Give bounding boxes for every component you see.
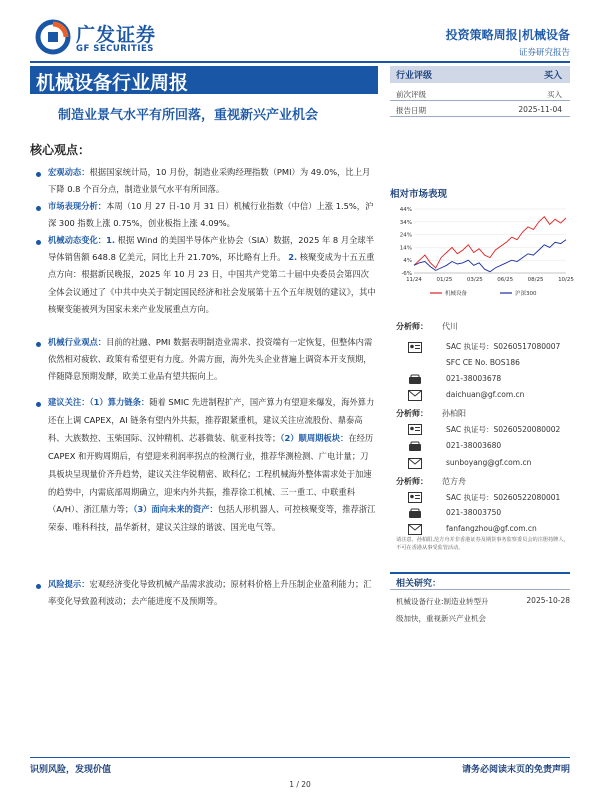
date-divider bbox=[390, 116, 570, 117]
analyst-name: 代川 bbox=[442, 322, 458, 331]
macro-label: 宏观动态： bbox=[48, 167, 90, 177]
id-card-icon bbox=[408, 424, 422, 435]
related-item-title[interactable]: 机械设备行业:制造业转型升 bbox=[396, 597, 489, 606]
chart-x-tick-label: 01/25 bbox=[436, 277, 453, 283]
logo-english-name: GF SECURITIES bbox=[76, 44, 154, 54]
phone-icon bbox=[408, 441, 422, 452]
market-paragraph bbox=[48, 198, 376, 232]
id-card-icon bbox=[408, 492, 422, 503]
dynamics-point1: 根据 Wind 的美国半导体产业协会（SIA）数据，2025 年 8 月全球半导体销售额 648.8 亿美元，同比上升 21.70%，环比略有上升。 bbox=[48, 235, 375, 263]
related-item-title-cont[interactable]: 级加快，重视新兴产业机会 bbox=[396, 614, 486, 623]
analyst-email: sunboyang@gf.com.cn bbox=[446, 458, 532, 467]
chart-y-tick-label: 4% bbox=[403, 258, 412, 265]
chart-y-tick-label: -6% bbox=[401, 271, 412, 277]
related-research-title: 相关研究： bbox=[396, 579, 442, 589]
rating-label: 行业评级 bbox=[396, 71, 433, 81]
chart-x-tick-label: 06/25 bbox=[497, 277, 514, 283]
header-divider bbox=[30, 61, 570, 63]
related-item-date: 2025-10-28 bbox=[526, 596, 570, 605]
analyst-email: daichuan@gf.com.cn bbox=[446, 390, 525, 399]
chart-y-tick-label: 44% bbox=[399, 207, 412, 213]
risk-text: 宏观经济变化导致机械产品需求波动；原材料价格上升压制企业盈利能力；汇率变化导致盈利波动；去产能进度不及预期等。 bbox=[48, 579, 372, 607]
suggestion-paragraph bbox=[48, 394, 376, 537]
chart-x-tick-label: 10/25 bbox=[558, 277, 574, 283]
chart-x-tick-label: 03/25 bbox=[466, 277, 483, 283]
analyst-disclaimer: 请注意，孙柏阳,范方舟并非香港证券及期货事务监察委员会的注册持牌人，不可在香港从事受监管活动。 bbox=[396, 537, 569, 551]
chart-legend-label: 沪深300 bbox=[515, 291, 537, 297]
bullet-icon bbox=[36, 172, 41, 177]
suggestion-3-text: 包括人形机器人、可控核聚变等，推荐浙江荣泰、唯科科技，晶华新材，建议关注绿的谐波、国光电气等。 bbox=[48, 504, 376, 533]
email-icon bbox=[408, 390, 422, 401]
relative-performance-chart bbox=[390, 201, 574, 301]
suggestion-3-label: （3）面向未来的资产： bbox=[133, 504, 218, 515]
view-paragraph bbox=[48, 334, 376, 386]
bullet-icon bbox=[36, 342, 41, 347]
analyst-name: 孙柏阳 bbox=[442, 409, 466, 418]
footer-disclaimer-notice: 请务必阅读末页的免责声明 bbox=[461, 765, 570, 775]
logo-chinese-name: 广发证券 bbox=[76, 24, 157, 46]
bullet-icon bbox=[36, 402, 41, 407]
chart-legend-label: 机械设备 bbox=[445, 291, 468, 297]
chart-y-tick-label: 34% bbox=[399, 219, 412, 226]
analyst-title: 分析师： bbox=[396, 409, 428, 418]
page-subtitle: 制造业景气水平有所回落，重视新兴产业机会 bbox=[58, 108, 319, 123]
view-text: 目前的社融、PMI 数据表明制造业需求、投资端有一定恢复，但整体内需依然相对疲软、政策有希望更有力度。外需方面，海外先头企业普遍上调资本开支预期，伴随降息预期发酵，欧美工业品有望共振向上。 bbox=[48, 337, 373, 382]
page-title: 机械设备行业周报 bbox=[36, 72, 189, 94]
gf-logo-icon bbox=[36, 20, 70, 54]
dynamics-point1-label: 1. bbox=[106, 235, 116, 245]
suggestion-1-text: 随着 SMIC 先进制程扩产，国产算力有望迎来爆发，海外算力还在上调 CAPEX，AI 链条有望内外共振，推荐跟紧重机，建议关注应流股份、鼎泰高科、大族数控、玉柴国际、汉钟精机、芯碁微装、航亚科技等； bbox=[48, 397, 375, 443]
phone-icon bbox=[408, 374, 422, 385]
report-type: 投资策略周报|机械设备 bbox=[445, 28, 570, 42]
analyst-phone: 021-38003680 bbox=[446, 441, 502, 450]
analyst-sac: SAC 执证号：S0260522080001 bbox=[446, 493, 561, 502]
chart-y-tick-label: 14% bbox=[399, 245, 412, 252]
prev-rating-value: 买入 bbox=[547, 90, 562, 99]
bullet-icon bbox=[36, 584, 41, 589]
market-text: 本周（10 月 27 日-10 月 31 日）机械行业指数（中信）上涨 1.5%，沪深 300 指数上涨 0.75%，创业板指上涨 4.09%。 bbox=[48, 201, 374, 229]
dynamics-paragraph bbox=[48, 232, 376, 318]
chart-x-tick-label: 08/25 bbox=[527, 277, 544, 283]
rating-divider bbox=[390, 100, 570, 101]
macro-paragraph bbox=[48, 164, 376, 198]
analyst-title: 分析师： bbox=[396, 477, 428, 486]
analyst-phone: 021-38003750 bbox=[446, 508, 502, 517]
email-icon bbox=[408, 524, 422, 535]
chart-x-tick-label: 11/24 bbox=[406, 277, 422, 283]
report-date-value: 2025-11-04 bbox=[518, 105, 562, 114]
report-date-label: 报告日期 bbox=[396, 106, 426, 115]
suggestion-2-label: （2）顺周期板块： bbox=[280, 432, 349, 443]
report-subtype: 证券研究报告 bbox=[518, 48, 570, 58]
chart-y-tick-label: 24% bbox=[399, 232, 412, 239]
chart-series-line bbox=[414, 240, 566, 272]
bullet-icon bbox=[36, 206, 41, 211]
rating-value: 买入 bbox=[543, 71, 562, 81]
analyst-sac: SAC 执证号：S0260517080007 bbox=[446, 342, 561, 351]
suggestion-1-label: （1）算力链条： bbox=[89, 397, 150, 407]
view-label: 机械行业观点： bbox=[48, 337, 107, 347]
analyst-title: 分析师： bbox=[396, 322, 428, 331]
risk-paragraph bbox=[48, 576, 376, 610]
suggestion-label: 建议关注： bbox=[48, 397, 90, 407]
dynamics-point2: 核聚变成为十五五重点方向：根据新民晚报，2025 年 10 月 23 日，中国共产党第二十届中央委员会第四次全体会议通过了《中共中央关于制定国民经济和社会发展第十五个五年规划的建议》，其中核聚变能被列为国家未来产业发展重点方向。 bbox=[48, 252, 376, 314]
phone-icon bbox=[408, 508, 422, 519]
analyst-name: 范方舟 bbox=[442, 477, 466, 486]
suggestion-2-text: 在经历 CAPEX 和开购周期后，有望迎来利润率拐点的检测行业，推荐华测检测、广电计量；刀具板块呈现量价齐升趋势，建议关注华锐精密、欧科亿；工程机械海外整体需求处于加速的趋势中，内需底部周期确立，迎来内外共振，推荐徐工机械、三一重工、中联重科（A/H）、浙江鼎力等； bbox=[48, 432, 374, 515]
macro-text: 根据国家统计局，10 月份，制造业采购经理指数（PMI）为 49.0%，比上月下降 0.8 个百分点，制造业景气水平有所回落。 bbox=[48, 167, 371, 195]
bullet-icon bbox=[36, 240, 41, 245]
market-label: 市场表现分析： bbox=[48, 201, 107, 211]
analyst-email: fanfangzhou@gf.com.cn bbox=[446, 524, 537, 533]
gf-securities-logo bbox=[36, 18, 176, 56]
core-viewpoints-title: 核心观点： bbox=[30, 143, 91, 157]
analyst-sfc: SFC CE No. BOS186 bbox=[446, 358, 520, 367]
id-card-icon bbox=[408, 342, 422, 353]
footer-slogan: 识别风险，发现价值 bbox=[30, 765, 112, 775]
analyst-sac: SAC 执证号：S0260520080002 bbox=[446, 425, 561, 434]
dynamics-label: 机械动态变化： bbox=[48, 235, 107, 245]
related-divider bbox=[390, 572, 570, 574]
prev-rating-label: 前次评级 bbox=[396, 90, 426, 99]
risk-label: 风险提示： bbox=[48, 579, 90, 589]
page-number: 1 / 20 bbox=[289, 780, 311, 789]
related-title-divider bbox=[390, 589, 570, 590]
chart-title: 相对市场表现 bbox=[390, 189, 448, 200]
analyst-phone: 021-38003678 bbox=[446, 374, 502, 383]
email-icon bbox=[408, 458, 422, 469]
dynamics-point2-label: 2. bbox=[288, 252, 298, 263]
footer-divider bbox=[30, 757, 570, 758]
